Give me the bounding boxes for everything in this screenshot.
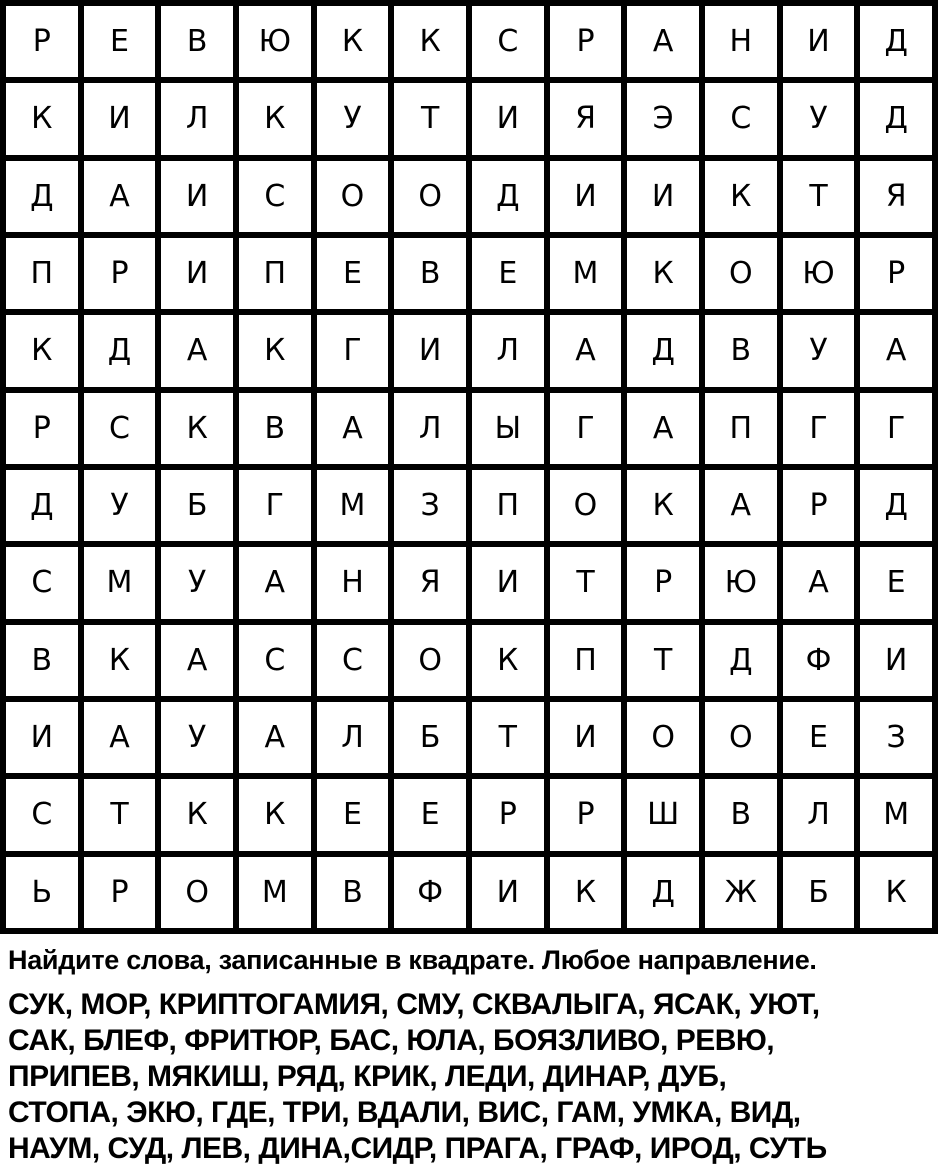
grid-cell[interactable]: В bbox=[317, 857, 389, 928]
grid-cell[interactable]: Л bbox=[317, 702, 389, 773]
grid-cell[interactable]: К bbox=[705, 161, 777, 232]
word-list-line: САК, БЛЕФ, ФРИТЮР, БАС, ЮЛА, БОЯЗЛИВО, РЕВЮ, bbox=[8, 1024, 775, 1057]
grid-cell[interactable]: К bbox=[627, 238, 699, 309]
grid-cell[interactable]: Я bbox=[394, 547, 466, 618]
grid-cell[interactable]: О bbox=[394, 161, 466, 232]
grid-cell[interactable]: П bbox=[705, 393, 777, 464]
grid-cell[interactable]: У bbox=[317, 83, 389, 154]
grid-cell[interactable]: М bbox=[84, 547, 156, 618]
grid-cell[interactable]: Я bbox=[860, 161, 932, 232]
grid-cell[interactable]: Б bbox=[783, 857, 855, 928]
grid-cell[interactable]: Ф bbox=[394, 857, 466, 928]
grid-cell[interactable]: Е bbox=[317, 238, 389, 309]
grid-cell[interactable]: К bbox=[860, 857, 932, 928]
grid-cell[interactable]: И bbox=[550, 702, 622, 773]
grid-cell[interactable]: У bbox=[84, 470, 156, 541]
grid-cell[interactable]: Э bbox=[627, 83, 699, 154]
grid-cell[interactable]: И bbox=[84, 83, 156, 154]
word-list-line: СТОПА, ЭКЮ, ГДЕ, ТРИ, ВДАЛИ, ВИС, ГАМ, УМКА, ВИД, bbox=[8, 1096, 801, 1129]
grid-cell[interactable]: А bbox=[161, 625, 233, 696]
grid-cell[interactable]: Н bbox=[317, 547, 389, 618]
grid-cell[interactable]: Л bbox=[161, 83, 233, 154]
grid-cell[interactable]: С bbox=[239, 161, 311, 232]
grid-cell[interactable]: П bbox=[550, 625, 622, 696]
grid-cell[interactable]: А bbox=[627, 6, 699, 77]
grid-cell[interactable]: И bbox=[627, 161, 699, 232]
grid-cell[interactable]: К bbox=[6, 315, 78, 386]
grid-cell[interactable]: У bbox=[783, 315, 855, 386]
grid-cell[interactable]: В bbox=[239, 393, 311, 464]
grid-cell[interactable]: И bbox=[550, 161, 622, 232]
grid-cell[interactable]: Р bbox=[472, 779, 544, 850]
grid-cell[interactable]: Т bbox=[783, 161, 855, 232]
grid-cell[interactable]: К bbox=[239, 315, 311, 386]
grid-cell[interactable]: Д bbox=[6, 470, 78, 541]
grid-cell[interactable]: А bbox=[84, 702, 156, 773]
grid-cell[interactable]: Т bbox=[627, 625, 699, 696]
grid-cell[interactable]: Р bbox=[627, 547, 699, 618]
grid-cell[interactable]: А bbox=[705, 470, 777, 541]
grid-cell[interactable]: В bbox=[161, 6, 233, 77]
grid-cell[interactable]: О bbox=[550, 470, 622, 541]
grid-cell[interactable]: А bbox=[550, 315, 622, 386]
grid-cell[interactable]: В bbox=[705, 779, 777, 850]
grid-cell[interactable]: А bbox=[783, 547, 855, 618]
grid-cell[interactable]: Л bbox=[394, 393, 466, 464]
grid-cell[interactable]: С bbox=[705, 83, 777, 154]
grid-cell[interactable]: Е bbox=[317, 779, 389, 850]
grid-cell[interactable]: Р bbox=[6, 393, 78, 464]
grid-cell[interactable]: К bbox=[472, 625, 544, 696]
grid-cell[interactable]: О bbox=[317, 161, 389, 232]
grid-cell[interactable]: Д bbox=[860, 83, 932, 154]
grid-cell[interactable]: Д bbox=[705, 625, 777, 696]
grid-cell[interactable]: А bbox=[84, 161, 156, 232]
grid-cell[interactable]: С bbox=[6, 547, 78, 618]
grid-cell[interactable]: Г bbox=[860, 393, 932, 464]
grid-cell[interactable]: К bbox=[161, 393, 233, 464]
grid-cell[interactable]: В bbox=[6, 625, 78, 696]
grid-cell[interactable]: С bbox=[472, 6, 544, 77]
grid-cell[interactable]: Ф bbox=[783, 625, 855, 696]
grid-cell[interactable]: К bbox=[627, 470, 699, 541]
grid-cell[interactable]: И bbox=[472, 83, 544, 154]
grid-cell[interactable]: Я bbox=[550, 83, 622, 154]
grid-cell[interactable]: И bbox=[161, 238, 233, 309]
grid-cell[interactable]: И bbox=[860, 625, 932, 696]
grid-cell[interactable]: Д bbox=[627, 857, 699, 928]
grid-cell[interactable]: А bbox=[860, 315, 932, 386]
grid-cell[interactable]: Б bbox=[161, 470, 233, 541]
grid-cell[interactable]: М bbox=[317, 470, 389, 541]
grid-cell[interactable]: С bbox=[6, 779, 78, 850]
grid-cell[interactable]: Г bbox=[317, 315, 389, 386]
grid-cell[interactable]: Д bbox=[627, 315, 699, 386]
grid-cell[interactable]: Ю bbox=[239, 6, 311, 77]
grid-cell[interactable]: М bbox=[239, 857, 311, 928]
grid-cell[interactable]: Г bbox=[239, 470, 311, 541]
grid-cell[interactable]: С bbox=[239, 625, 311, 696]
grid-cell[interactable]: А bbox=[239, 547, 311, 618]
grid-cell[interactable]: К bbox=[239, 83, 311, 154]
grid-cell[interactable]: П bbox=[239, 238, 311, 309]
grid-cell[interactable]: И bbox=[394, 315, 466, 386]
grid-cell[interactable]: Е bbox=[783, 702, 855, 773]
word-list bbox=[8, 987, 933, 1167]
grid-cell[interactable]: Ю bbox=[705, 547, 777, 618]
grid-cell[interactable]: К bbox=[161, 779, 233, 850]
grid-cell[interactable]: А bbox=[239, 702, 311, 773]
grid-cell[interactable]: О bbox=[161, 857, 233, 928]
grid-cell[interactable]: Е bbox=[84, 6, 156, 77]
grid-cell[interactable]: Н bbox=[705, 6, 777, 77]
grid-cell[interactable]: И bbox=[6, 702, 78, 773]
grid-cell[interactable]: Р bbox=[6, 6, 78, 77]
grid-cell[interactable]: М bbox=[860, 779, 932, 850]
grid-cell[interactable]: О bbox=[705, 702, 777, 773]
grid-cell[interactable]: Ж bbox=[705, 857, 777, 928]
grid-cell[interactable]: К bbox=[239, 779, 311, 850]
grid-cell[interactable]: У bbox=[161, 702, 233, 773]
grid-cell[interactable]: Д bbox=[84, 315, 156, 386]
grid-cell[interactable]: Р bbox=[550, 779, 622, 850]
grid-cell[interactable]: Т bbox=[394, 83, 466, 154]
grid-cell[interactable]: Ш bbox=[627, 779, 699, 850]
grid-cell[interactable]: И bbox=[472, 857, 544, 928]
grid-cell[interactable]: З bbox=[860, 702, 932, 773]
grid-cell[interactable]: Ю bbox=[783, 238, 855, 309]
word-list-line: СУК, МОР, КРИПТОГАМИЯ, СМУ, СКВАЛЫГА, ЯСАК, УЮТ, bbox=[8, 988, 820, 1021]
grid-cell[interactable]: Р bbox=[550, 6, 622, 77]
grid-cell[interactable]: В bbox=[705, 315, 777, 386]
grid-cell[interactable]: Е bbox=[472, 238, 544, 309]
grid-cell[interactable]: С bbox=[317, 625, 389, 696]
grid-cell[interactable]: В bbox=[394, 238, 466, 309]
grid-cell[interactable]: О bbox=[627, 702, 699, 773]
grid-cell[interactable]: Р bbox=[84, 238, 156, 309]
grid-cell[interactable]: К bbox=[6, 83, 78, 154]
instruction-text: Найдите слова, записанные в квадрате. Любое направление. bbox=[8, 945, 817, 975]
grid-cell[interactable]: И bbox=[161, 161, 233, 232]
grid-cell[interactable]: Г bbox=[783, 393, 855, 464]
word-list-line: НАУМ, СУД, ЛЕВ, ДИНА,СИДР, ПРАГА, ГРАФ, ИРОД, СУТЬ bbox=[8, 1132, 827, 1165]
grid-cell[interactable]: С bbox=[84, 393, 156, 464]
grid-cell[interactable]: П bbox=[6, 238, 78, 309]
grid-cell[interactable]: У bbox=[161, 547, 233, 618]
grid-cell[interactable]: А bbox=[161, 315, 233, 386]
grid-cell[interactable]: З bbox=[394, 470, 466, 541]
grid-cell[interactable]: О bbox=[705, 238, 777, 309]
grid-cell[interactable]: Р bbox=[783, 470, 855, 541]
word-list-line: ПРИПЕВ, МЯКИШ, РЯД, КРИК, ЛЕДИ, ДИНАР, ДУБ, bbox=[8, 1060, 727, 1093]
grid-cell[interactable]: Д bbox=[860, 470, 932, 541]
grid-cell[interactable]: Е bbox=[860, 547, 932, 618]
grid-cell[interactable]: А bbox=[317, 393, 389, 464]
grid-cell[interactable]: Т bbox=[84, 779, 156, 850]
grid-cell[interactable]: Г bbox=[550, 393, 622, 464]
grid-cell[interactable]: К bbox=[317, 6, 389, 77]
grid-cell[interactable]: И bbox=[783, 6, 855, 77]
grid-cell[interactable]: Р bbox=[84, 857, 156, 928]
grid-cell[interactable]: А bbox=[627, 393, 699, 464]
grid-cell[interactable]: Д bbox=[860, 6, 932, 77]
grid-cell[interactable]: Е bbox=[394, 779, 466, 850]
grid-cell[interactable]: Б bbox=[394, 702, 466, 773]
grid-cell[interactable]: Д bbox=[6, 161, 78, 232]
grid-cell[interactable]: П bbox=[472, 470, 544, 541]
grid-cell[interactable]: У bbox=[783, 83, 855, 154]
grid-cell[interactable]: О bbox=[394, 625, 466, 696]
grid-cell[interactable]: Р bbox=[860, 238, 932, 309]
grid-cell[interactable]: Ы bbox=[472, 393, 544, 464]
grid-cell[interactable]: К bbox=[84, 625, 156, 696]
grid-cell[interactable]: Л bbox=[472, 315, 544, 386]
grid-cell[interactable]: И bbox=[472, 547, 544, 618]
grid-cell[interactable]: К bbox=[550, 857, 622, 928]
grid-cell[interactable]: Д bbox=[472, 161, 544, 232]
grid-cell[interactable]: Т bbox=[550, 547, 622, 618]
grid-cell[interactable]: Т bbox=[472, 702, 544, 773]
grid-cell[interactable]: М bbox=[550, 238, 622, 309]
grid-cell[interactable]: К bbox=[394, 6, 466, 77]
grid-cell[interactable]: Ь bbox=[6, 857, 78, 928]
grid-cell[interactable]: Л bbox=[783, 779, 855, 850]
